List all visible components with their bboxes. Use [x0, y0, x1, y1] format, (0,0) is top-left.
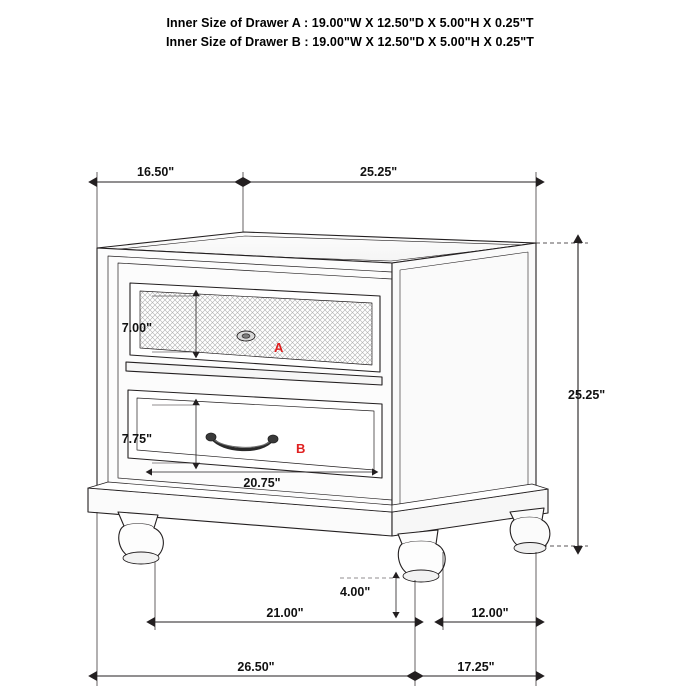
dim-overall-width: 26.50": [237, 660, 275, 674]
dim-overall-depth: 17.25": [457, 660, 495, 674]
drawer-a-callout: A: [274, 340, 284, 355]
dim-top-right: 25.25": [360, 165, 398, 179]
dim-base-width: 21.00": [266, 606, 304, 620]
dim-right-height: 25.25": [568, 388, 606, 402]
dim-drawer-b-height: 7.75": [121, 432, 152, 446]
dim-drawer-b-width: 20.75": [243, 476, 281, 490]
drawer-a-inner-size: Inner Size of Drawer A : 19.00"W X 12.50"D X 5.00"H X 0.25"T: [166, 16, 534, 30]
drawer-b-inner-size: Inner Size of Drawer B : 19.00"W X 12.50"D X 5.00"H X 0.25"T: [165, 35, 535, 49]
dim-side-depth: 12.00": [471, 606, 509, 620]
dim-drawer-a-height: 7.00": [121, 321, 152, 335]
dim-foot-height: 4.00": [340, 585, 371, 599]
dim-top-left: 16.50": [137, 165, 175, 179]
drawer-b-callout: B: [296, 441, 306, 456]
